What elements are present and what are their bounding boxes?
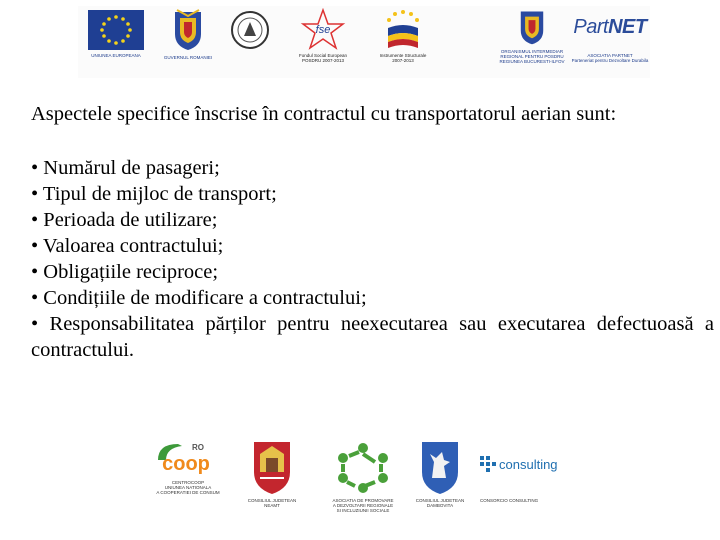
consulting-caption: CONSORCIO CONSULTING [480,498,539,503]
coop-logo [148,438,228,495]
coat-of-arms-icon [516,8,548,46]
fse-star-icon [300,8,346,50]
neamt-shield-icon [250,438,294,496]
bullet-item: • Condițiile de modificare a contractului; [31,287,367,309]
dambovita-shield-icon [418,438,462,496]
gov-logo [164,8,212,60]
bullet-item: • Obligațiile reciproce; [31,261,219,283]
slide-content [31,101,714,363]
bullet-item: • Numărul de pasageri; [31,157,220,179]
people-circle-icon [327,440,399,496]
oir-caption-3: REGIUNEA BUCURESTI-ILFOV [499,59,565,64]
eu-flag-icon [88,10,144,50]
adr-caption-1: ASOCIATIA DE PROMOVARE [332,498,394,503]
partnet-caption-1: ASOCIATIA PARTNET [587,53,633,58]
oir-caption-2: REGIONAL PENTRU POSDRU [500,54,564,59]
fse-logo [288,8,358,63]
partnet-wordmark [573,16,646,39]
stars-ring-icon [380,8,426,50]
coop-text: coop [162,453,210,475]
coop-wordmark-icon [152,438,224,478]
intro-paragraph: Aspectele specifice înscrise în contractul cu transportatorul aerian sunt: [31,103,617,125]
consulting-wordmark [480,456,558,472]
coop-caption-1: CENTROCOOP [171,480,205,485]
fse-mark: fse [315,24,331,36]
eu-logo [86,10,146,58]
dambovita-caption-2: DAMBOVITA [426,503,454,508]
coop-caption-2: UNIUNEA NATIONALA [164,485,212,490]
consulting-logo [480,456,580,503]
gov-caption: GUVERNUL ROMANIEI [163,55,213,60]
is-caption-2: 2007-2013 [392,58,414,63]
oir-posdru-logo [494,8,570,64]
neamt-logo [244,438,300,508]
coop-badge: RO [192,443,204,452]
adr-caption-2: A DEZVOLTARII REGIONALE [332,503,394,508]
is-caption-1: Instrumente Structurale [379,53,427,58]
grid-squares-icon [480,456,496,472]
bullet-item: • Tipul de mijloc de transport; [31,183,277,205]
bullet-item: • Valoarea contractului; [31,235,224,257]
partnet-net-text: NET [608,16,647,38]
coat-of-arms-icon [171,8,205,52]
consulting-text: consulting [499,456,558,472]
footer-logo-strip [140,430,580,520]
seal-icon [230,10,270,50]
neamt-caption-1: CONSILIUL JUDETEAN [247,498,297,503]
fse-caption-1: Fondul Social European [298,53,348,58]
is-logo [368,8,438,63]
seal-logo [228,10,272,50]
bullet-item: • Perioada de utilizare; [31,209,218,231]
fse-caption-2: POSDRU 2007-2013 [301,58,345,63]
adr-logo [318,440,408,513]
neamt-caption-2: NEAMT [264,503,280,508]
dambovita-logo [412,438,468,508]
partnet-part-text: Part [573,16,609,38]
partnet-logo [572,16,648,63]
bullet-item: • Responsabilitatea părților pentru neexecutarea sau executarea defectuoasă a contractului. [31,313,714,361]
eu-caption: UNIUNEA EUROPEANA [91,53,141,58]
coop-caption-3: A COOPERATIEI DE CONSUM [156,490,220,495]
dambovita-caption-1: CONSILIUL JUDETEAN [415,498,465,503]
oir-caption-1: ORGANISMUL INTERMEDIAR [500,49,564,54]
partnet-caption-2: Parteneriat pentru Dezvoltare Durabila [571,58,649,63]
header-logo-strip [78,6,650,78]
adr-caption-3: SI INCLUZIUNII SOCIALE [336,508,390,513]
